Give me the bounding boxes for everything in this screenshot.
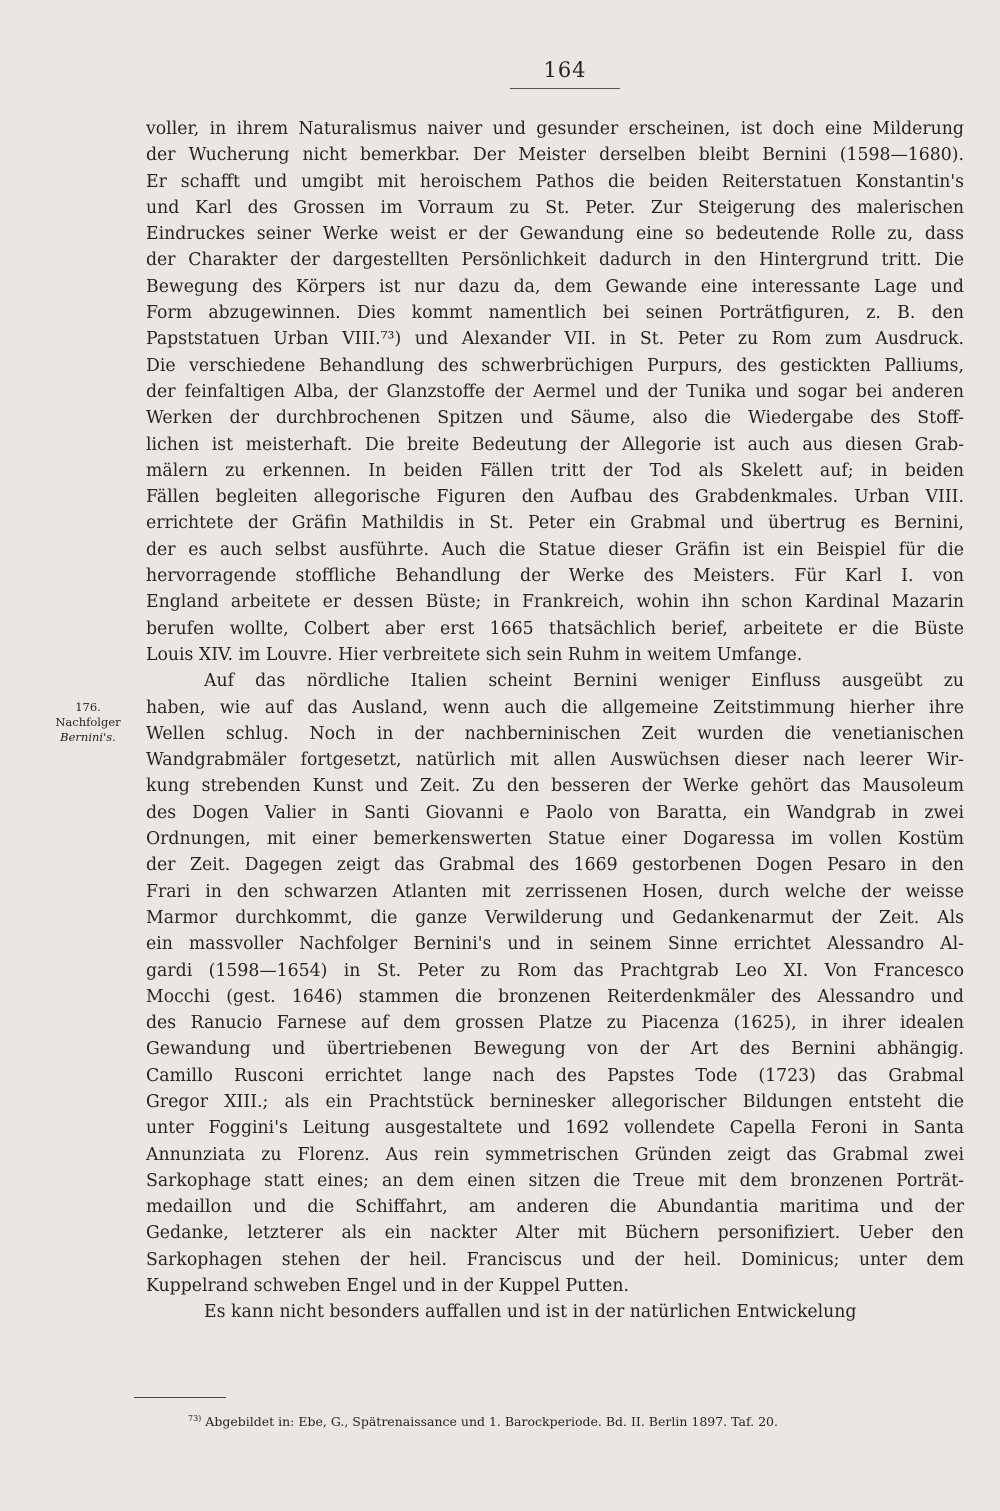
text-line: der es auch selbst ausführte. Auch die Statue dieser Gräfin ist ein Beispiel für die <box>146 539 964 560</box>
text-line: Camillo Rusconi errichtet lange nach des Papstes Tode (1723) das Grabmal <box>146 1065 964 1086</box>
margin-note-name: Bernini's. <box>60 730 116 744</box>
text-line: Mocchi (gest. 1646) stammen die bronzenen Reiterdenkmäler des Alessandro und <box>146 986 964 1007</box>
text-line: und Karl des Grossen im Vorraum zu St. Peter. Zur Steigerung des malerischen <box>146 197 964 218</box>
text-line: Sarkophagen stehen der heil. Franciscus und der heil. Dominicus; unter dem <box>146 1249 964 1270</box>
text-line: berufen wollte, Colbert aber erst 1665 thatsächlich berief, arbeitete er die Büste <box>146 618 964 639</box>
text-line: England arbeitete er dessen Büste; in Frankreich, wohin ihn schon Kardinal Mazarin <box>146 592 964 613</box>
main-text <box>146 116 964 1326</box>
text-line: Wellen schlug. Noch in der nachberninischen Zeit wurden die venetianischen <box>146 723 964 744</box>
text-line: Er schafft und umgibt mit heroischem Pathos die beiden Reiterstatuen Konstantin's <box>146 171 964 192</box>
text-line: errichtete der Gräfin Mathildis in St. Peter ein Grabmal und übertrug es Bernini, <box>146 513 964 534</box>
text-line: ein massvoller Nachfolger Bernini's und in seinem Sinne errichtet Alessandro Al- <box>146 934 964 955</box>
text-line: Auf das nördliche Italien scheint Bernini weniger Einfluss ausgeübt zu <box>204 671 964 692</box>
text-line: Papststatuen Urban VIII.⁷³) und Alexander VII. in St. Peter zu Rom zum Ausdruck. <box>146 329 964 350</box>
text-line: Die verschiedene Behandlung des schwerbrüchigen Purpurs, des gestickten Palliums, <box>146 355 964 376</box>
text-line: Gregor XIII.; als ein Prachtstück berninesker allegorischer Bildungen entsteht die <box>146 1091 964 1112</box>
text-line: Frari in den schwarzen Atlanten mit zerrissenen Hosen, durch welche der weisse <box>146 881 964 902</box>
footnote <box>188 1414 778 1429</box>
text-line: Bewegung des Körpers ist nur dazu da, dem Gewande eine interessante Lage und <box>146 276 964 297</box>
text-line: Kuppelrand schweben Engel und in der Kuppel Putten. <box>146 1276 629 1297</box>
text-line: medaillon und die Schiffahrt, am anderen die Abundantia maritima und der <box>146 1197 964 1218</box>
text-line: der Wucherung nicht bemerkbar. Der Meister derselben bleibt Bernini (1598—1680). <box>146 145 964 166</box>
footnote-divider <box>134 1397 226 1398</box>
text-line: des Ranucio Farnese auf dem grossen Platze zu Piacenza (1625), in ihrer idealen <box>146 1013 964 1034</box>
text-line: Annunziata zu Florenz. Aus rein symmetrischen Gründen zeigt das Grabmal zwei <box>146 1144 964 1165</box>
text-line: der Charakter der dargestellten Persönlichkeit dadurch in den Hintergrund tritt. Die <box>146 250 964 271</box>
text-line: lichen ist meisterhaft. Die breite Bedeutung der Allegorie ist auch aus diesen Grab- <box>146 434 964 455</box>
footnote-marker: 73) <box>188 1414 202 1423</box>
margin-note <box>38 700 138 745</box>
text-line: Fällen begleiten allegorische Figuren den Aufbau des Grabdenkmales. Urban VIII. <box>146 487 964 508</box>
margin-note-heading: Nachfolger <box>55 715 121 729</box>
text-line: Form abzugewinnen. Dies kommt namentlich bei seinen Porträtfiguren, z. B. den <box>146 303 964 324</box>
text-line: Louis XIV. im Louvre. Hier verbreitete sich sein Ruhm in weitem Umfange. <box>146 644 803 665</box>
text-line: kung strebenden Kunst und Zeit. Zu den besseren der Werke gehört das Mausoleum <box>146 776 964 797</box>
text-line: unter Foggini's Leitung ausgestaltete und 1692 vollendete Capella Feroni in Santa <box>146 1118 964 1139</box>
text-line: Ordnungen, mit einer bemerkenswerten Statue einer Dogaressa im vollen Kostüm <box>146 829 964 850</box>
text-line: Es kann nicht besonders auffallen und ist in der natürlichen Entwickelung <box>204 1302 857 1323</box>
text-line: gardi (1598—1654) in St. Peter zu Rom das Prachtgrab Leo XI. Von Francesco <box>146 960 964 981</box>
text-line: Marmor durchkommt, die ganze Verwilderung und Gedankenarmut der Zeit. Als <box>146 907 964 928</box>
text-line: Gewandung und übertriebenen Bewegung von der Art des Bernini abhängig. <box>146 1039 964 1060</box>
footnote-text: Abgebildet in: Ebe, G., Spätrenaissance und 1. Barockperiode. Bd. II. Berlin 1897. Taf. 20. <box>205 1414 778 1430</box>
text-line: Gedanke, letzterer als ein nackter Alter mit Büchern personifiziert. Ueber den <box>146 1223 964 1244</box>
margin-note-number: 176. <box>75 700 101 714</box>
text-line: Eindruckes seiner Werke weist er der Gewandung eine so bedeutende Rolle zu, dass <box>146 224 964 245</box>
page-number: 164 <box>510 58 620 89</box>
text-line: des Dogen Valier in Santi Giovanni e Paolo von Baratta, ein Wandgrab in zwei <box>146 802 964 823</box>
text-line: der feinfaltigen Alba, der Glanzstoffe der Aermel und der Tunika und sogar bei anderen <box>146 381 964 402</box>
text-line: haben, wie auf das Ausland, wenn auch die allgemeine Zeitstimmung hierher ihre <box>146 697 964 718</box>
text-line: hervorragende stoffliche Behandlung der Werke des Meisters. Für Karl I. von <box>146 566 964 587</box>
text-line: Wandgrabmäler fortgesetzt, natürlich mit allen Auswüchsen dieser nach leerer Wir- <box>146 750 964 771</box>
text-line: voller, in ihrem Naturalismus naiver und gesunder erscheinen, ist doch eine Milderung <box>146 119 964 139</box>
text-line: Werken der durchbrochenen Spitzen und Säume, also die Wiedergabe des Stoff- <box>146 408 964 429</box>
text-line: Sarkophage statt eines; an dem einen sitzen die Treue mit dem bronzenen Porträt- <box>146 1170 964 1191</box>
text-line: der Zeit. Dagegen zeigt das Grabmal des 1669 gestorbenen Dogen Pesaro in den <box>146 855 964 876</box>
text-line: mälern zu erkennen. In beiden Fällen tritt der Tod als Skelett auf; in beiden <box>146 460 964 481</box>
